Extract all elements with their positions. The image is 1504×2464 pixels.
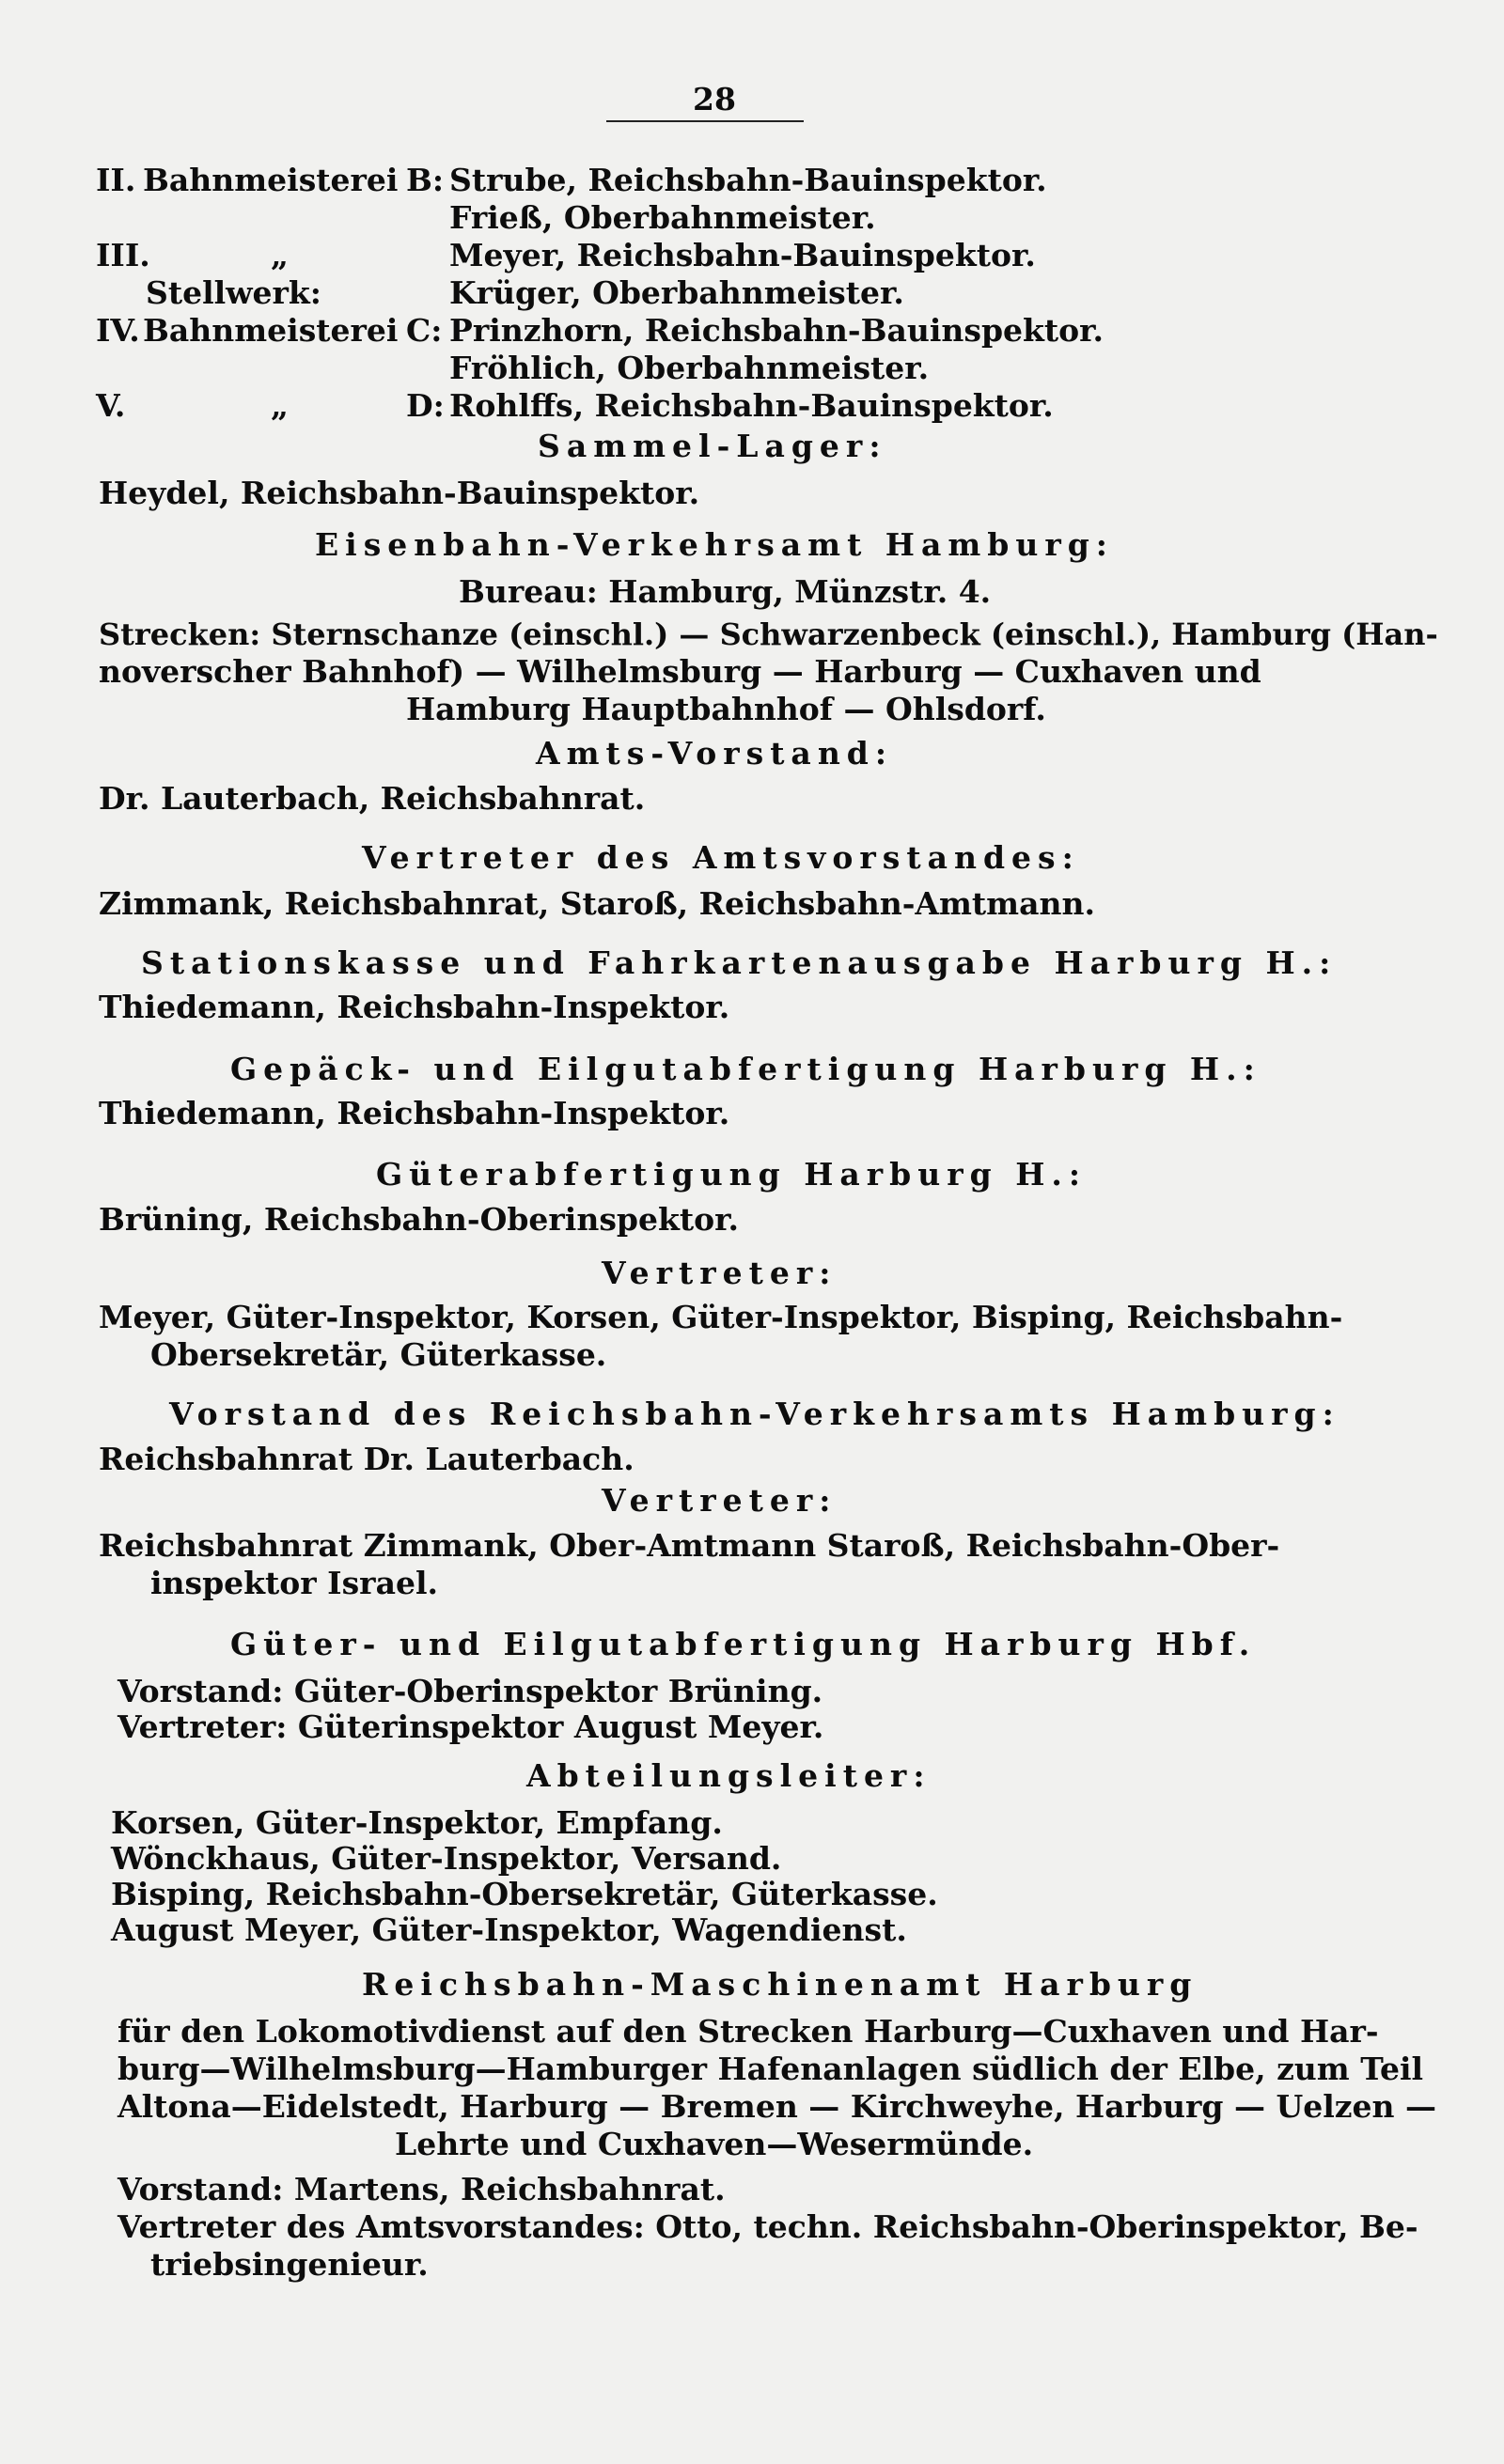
bm-v-num: V. [96,387,126,424]
amtsvorstand-line: Dr. Lauterbach, Reichsbahnrat. [99,780,646,817]
gueter-heading: Güterabfertigung Harburg H.: [376,1156,1088,1193]
bm-iv-name-2: Fröhlich, Oberbahnmeister. [449,350,930,386]
mas-heading: Reichsbahn-Maschinenamt Harburg [362,1966,1198,2003]
sammel-lager-heading: Sammel-Lager: [538,428,887,464]
bm-v-name-1: Rohlffs, Reichsbahn-Bauinspektor. [449,387,1054,424]
vertreter-line-2: Obersekretär, Güterkasse. [150,1336,607,1373]
abteilungsleiter-item: Korsen, Güter-Inspektor, Empfang. [111,1804,723,1841]
eva-strecken-3: Hamburg Hauptbahnhof — Ohlsdorf. [406,691,1046,727]
vertreter-line-1: Meyer, Güter-Inspektor, Korsen, Güter-Inspektor, Bisping, Reichsbahn- [99,1299,1343,1335]
mas-line-3: Altona—Eidelstedt, Harburg — Bremen — Kirchweyhe, Harburg — Uelzen — [118,2088,1436,2125]
mas-vertreter-2: triebsingenieur. [150,2246,429,2283]
eva-heading: Eisenbahn-Verkehrsamt Hamburg: [315,526,1114,563]
guh-heading: Güter- und Eilgutabfertigung Harburg Hbf. [230,1626,1257,1662]
bm-v-letter: D: [406,387,445,424]
mas-line-4: Lehrte und Cuxhaven—Wesermünde. [395,2126,1034,2162]
bm-iv-num: IV. [96,312,140,349]
vorstand-line: Reichsbahnrat Dr. Lauterbach. [99,1441,634,1477]
stellwerk-label: Stellwerk: [146,274,321,311]
vorstand-heading: Vorstand des Reichsbahn-Verkehrsamts Hamburg: [169,1396,1340,1432]
abteilungsleiter-item: Wönckhaus, Güter-Inspektor, Versand. [111,1840,782,1877]
mas-vorstand: Vorstand: Martens, Reichsbahnrat. [118,2171,726,2207]
bm-ii-label: Bahnmeisterei [143,162,399,198]
gepaeck-line: Thiedemann, Reichsbahn-Inspektor. [99,1095,730,1131]
eva-strecken-1: Strecken: Sternschanze (einschl.) — Schwarzenbeck (einschl.), Hamburg (Han- [99,616,1438,652]
abteilungsleiter-heading: Abteilungsleiter: [526,1757,932,1794]
gueter-line: Brüning, Reichsbahn-Oberinspektor. [99,1201,739,1238]
vertreter-av-heading: Vertreter des Amtsvorstandes: [362,839,1080,876]
page-number: 28 [693,81,736,117]
bm-iv-name-1: Prinzhorn, Reichsbahn-Bauinspektor. [449,312,1104,349]
eva-strecken-2: noverscher Bahnhof) — Wilhelmsburg — Harburg — Cuxhaven und [99,653,1261,690]
stellwerk-name: Krüger, Oberbahnmeister. [449,274,904,311]
page-number-rule [606,120,804,122]
abteilungsleiter-item: Bisping, Reichsbahn-Obersekretär, Güterkasse. [111,1876,938,1912]
bm-ii-letter: B: [406,162,445,198]
bm-iv-label: Bahnmeisterei [143,312,399,349]
vertreter2-line-2: inspektor Israel. [150,1565,438,1601]
sammel-lager-line: Heydel, Reichsbahn-Bauinspektor. [99,475,700,511]
bm-iii-label: „ [271,237,289,273]
bm-iii-name-1: Meyer, Reichsbahn-Bauinspektor. [449,237,1036,273]
guh-vertreter: Vertreter: Güterinspektor August Meyer. [118,1708,824,1745]
stationskasse-line: Thiedemann, Reichsbahn-Inspektor. [99,989,730,1025]
bm-iv-letter: C: [406,312,443,349]
bm-ii-name-1: Strube, Reichsbahn-Bauinspektor. [449,162,1047,198]
vertreter2-line-1: Reichsbahnrat Zimmank, Ober-Amtmann Staroß, Reichsbahn-Ober- [99,1527,1280,1564]
bm-ii-name-2: Frieß, Oberbahnmeister. [449,199,876,236]
bm-ii-num: II. [96,162,136,198]
mas-line-2: burg—Wilhelmsburg—Hamburger Hafenanlagen südlich der Elbe, zum Teil [118,2051,1424,2087]
mas-vertreter-1: Vertreter des Amtsvorstandes: Otto, techn. Reichsbahn-Oberinspektor, Be- [118,2208,1418,2245]
gepaeck-heading: Gepäck- und Eilgutabfertigung Harburg H.: [230,1051,1261,1087]
vertreter-av-line: Zimmank, Reichsbahnrat, Staroß, Reichsbahn-Amtmann. [99,885,1095,922]
mas-line-1: für den Lokomotivdienst auf den Strecken Harburg—Cuxhaven und Har- [118,2013,1379,2050]
eva-bureau: Bureau: Hamburg, Münzstr. 4. [459,573,992,610]
abteilungsleiter-item: August Meyer, Güter-Inspektor, Wagendienst. [111,1911,907,1948]
stationskasse-heading: Stationskasse und Fahrkartenausgabe Harburg H.: [141,944,1338,981]
bm-v-label: „ [271,387,289,424]
guh-vorstand: Vorstand: Güter-Oberinspektor Brüning. [118,1673,823,1709]
amtsvorstand-heading: Amts-Vorstand: [536,735,894,772]
bm-iii-num: III. [96,237,150,273]
vertreter-heading: Vertreter: [602,1255,838,1291]
vertreter2-heading: Vertreter: [602,1482,838,1519]
